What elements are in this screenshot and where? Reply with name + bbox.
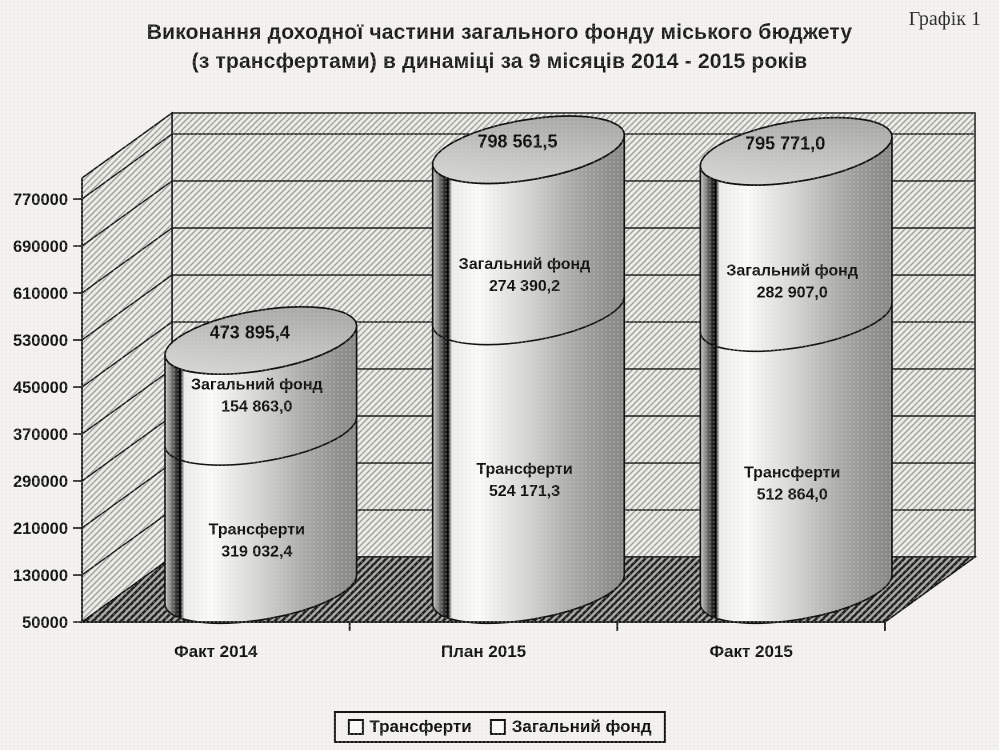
cylinder-body (433, 135, 625, 623)
segment-name-label: Трансферти (476, 461, 573, 479)
category-label: Факт 2015 (709, 642, 793, 661)
segment-value-label: 319 032,4 (221, 543, 293, 561)
cylinder-body (700, 137, 892, 623)
segment-value-label: 282 907,0 (756, 284, 828, 302)
y-axis-tick-label: 690000 (12, 238, 68, 256)
segment-name-label: Загальний фонд (726, 262, 858, 280)
y-axis-tick-label: 770000 (12, 191, 68, 209)
y-axis-tick-label: 130000 (12, 567, 68, 585)
cylinder-total-label: 795 771,0 (745, 133, 826, 154)
y-axis-tick-label: 530000 (12, 332, 68, 350)
segment-value-label: 512 864,0 (756, 486, 828, 504)
category-label: План 2015 (440, 642, 527, 661)
chart-title-line2: (з трансфертами) в динаміці за 9 місяців 2014 - 2015 років (191, 50, 808, 73)
y-axis-tick-label: 610000 (12, 285, 68, 303)
y-axis-tick-label: 210000 (12, 520, 68, 538)
cylinder-total-label: 798 561,5 (477, 131, 558, 152)
cylinder-3 (696, 106, 897, 623)
chart-title-line1: Виконання доходної частини загального фонду міського бюджету (146, 21, 853, 44)
segment-value-label: 274 390,2 (488, 277, 561, 295)
y-axis-tick-label: 370000 (12, 426, 68, 444)
legend-label: Трансферти (369, 717, 472, 736)
segment-name-label: Трансферти (744, 464, 841, 482)
legend-item (347, 717, 471, 737)
legend-item (490, 717, 652, 737)
y-axis-tick-label: 450000 (12, 379, 68, 397)
y-axis-tick-label: 50000 (22, 614, 68, 632)
cylinder-1 (160, 295, 361, 623)
legend-marker-square (490, 719, 506, 735)
legend-label: Загальний фонд (511, 717, 652, 736)
y-axis (73, 178, 82, 622)
segment-name-label: Загальний фонд (191, 376, 323, 394)
figure-number-label: Графік 1 (908, 8, 981, 30)
segment-value-label: 154 863,0 (221, 398, 293, 416)
cylinder-2 (428, 104, 629, 623)
legend-marker-square (347, 719, 363, 735)
category-label: Факт 2014 (174, 642, 258, 661)
chart-legend (333, 711, 665, 743)
segment-name-label: Трансферти (208, 521, 305, 539)
y-axis-tick-label: 290000 (12, 473, 68, 491)
segment-value-label: 524 171,3 (488, 483, 561, 501)
segment-name-label: Загальний фонд (458, 255, 591, 273)
cylinder-total-label: 473 895,4 (209, 322, 290, 343)
